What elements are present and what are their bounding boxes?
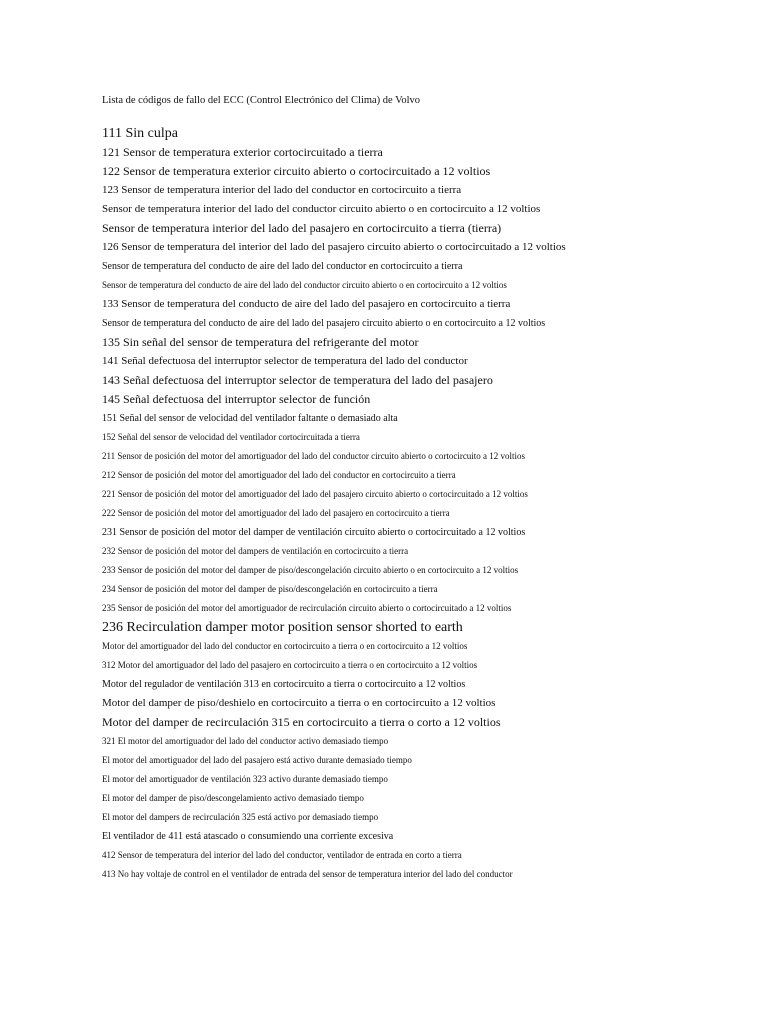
fault-code-line: Motor del damper de piso/deshielo en cortocircuito a tierra o en cortocircuito a 12 voltios	[102, 697, 496, 709]
fault-code-line: 135 Sin señal del sensor de temperatura del refrigerante del motor	[102, 335, 419, 349]
fault-code-line: 321 El motor del amortiguador del lado del conductor activo demasiado tiempo	[102, 736, 389, 746]
fault-code-line: El ventilador de 411 está atascado o consumiendo una corriente excesiva	[102, 831, 394, 842]
document-page	[102, 94, 742, 884]
fault-code-line: Sensor de temperatura del conducto de aire del lado del conductor en cortocircuito a tierra	[102, 261, 463, 272]
fault-code-line: Motor del regulador de ventilación 313 en cortocircuito a tierra o cortocircuito a 12 voltios	[102, 679, 466, 690]
document-title: Lista de códigos de fallo del ECC (Control Electrónico del Clima) de Volvo	[102, 95, 421, 106]
fault-code-line: Sensor de temperatura interior del lado del pasajero en cortocircuito a tierra (tierra)	[102, 221, 502, 235]
fault-code-line: Sensor de temperatura del conducto de aire del lado del pasajero circuito abierto o en cortocircuito a 12 voltios	[102, 318, 546, 329]
fault-code-line: 141 Señal defectuosa del interruptor selector de temperatura del lado del conductor	[102, 355, 468, 367]
fault-code-line: 412 Sensor de temperatura del interior del lado del conductor, ventilador de entrada en corto a tierra	[102, 850, 462, 860]
fault-code-line: El motor del dampers de recirculación 325 está activo por demasiado tiempo	[102, 812, 379, 822]
fault-code-line: 152 Señal del sensor de velocidad del ventilador cortocircuitada a tierra	[102, 432, 360, 442]
fault-code-line: 234 Sensor de posición del motor del damper de piso/descongelación en cortocircuito a tierra	[102, 584, 438, 594]
fault-code-line: 236 Recirculation damper motor position sensor shorted to earth	[102, 620, 463, 635]
fault-code-line: 122 Sensor de temperatura exterior circuito abierto o cortocircuitado a 12 voltios	[102, 164, 491, 178]
fault-code-line: 235 Sensor de posición del motor del amortiguador de recirculación circuito abierto o cortocircuitado a 12 voltios	[102, 603, 512, 613]
fault-code-line: 233 Sensor de posición del motor del damper de piso/descongelación circuito abierto o en cortocircuito a 12 voltios	[102, 565, 519, 575]
fault-code-line: El motor del amortiguador de ventilación 323 activo durante demasiado tiempo	[102, 774, 388, 784]
fault-code-line: 121 Sensor de temperatura exterior cortocircuitado a tierra	[102, 145, 383, 159]
fault-code-line: 231 Sensor de posición del motor del damper de ventilación circuito abierto o cortocircuitado a 12 voltios	[102, 527, 526, 538]
fault-code-line: 123 Sensor de temperatura interior del lado del conductor en cortocircuito a tierra	[102, 184, 462, 196]
fault-code-line: 143 Señal defectuosa del interruptor selector de temperatura del lado del pasajero	[102, 373, 493, 387]
fault-code-line: 111 Sin culpa	[102, 126, 178, 141]
fault-code-line: 232 Sensor de posición del motor del dampers de ventilación en cortocircuito a tierra	[102, 546, 409, 556]
fault-code-line: 151 Señal del sensor de velocidad del ventilador faltante o demasiado alta	[102, 413, 398, 424]
fault-code-line: 133 Sensor de temperatura del conducto de aire del lado del pasajero en cortocircuito a tierra	[102, 298, 511, 310]
fault-code-line: 145 Señal defectuosa del interruptor selector de función	[102, 392, 371, 406]
fault-code-line: 211 Sensor de posición del motor del amortiguador del lado del conductor circuito abierto o cortocircuito a 12 voltios	[102, 451, 526, 461]
fault-code-line: Sensor de temperatura interior del lado del conductor circuito abierto o en cortocircuito a 12 voltios	[102, 203, 541, 215]
fault-code-line: 312 Motor del amortiguador del lado del pasajero en cortocircuito a tierra o en cortocircuito a 12 voltios	[102, 660, 478, 670]
fault-code-line: El motor del amortiguador del lado del pasajero está activo durante demasiado tiempo	[102, 755, 412, 765]
fault-code-line: Motor del damper de recirculación 315 en cortocircuito a tierra o corto a 12 voltios	[102, 715, 501, 729]
fault-code-line: El motor del damper de piso/descongelamiento activo demasiado tiempo	[102, 793, 364, 803]
fault-code-list	[102, 124, 742, 884]
fault-code-line: 222 Sensor de posición del motor del amortiguador del lado del pasajero en cortocircuito a tierra	[102, 508, 450, 518]
fault-code-line: 126 Sensor de temperatura del interior del lado del pasajero circuito abierto o cortocircuitado a 12 voltios	[102, 241, 566, 253]
fault-code-line: 221 Sensor de posición del motor del amortiguador del lado del pasajero circuito abierto o cortocircuitado a 12 voltios	[102, 489, 528, 499]
fault-code-line: Sensor de temperatura del conducto de aire del lado del conductor circuito abierto o en cortocircuito a 12 voltios	[102, 280, 507, 290]
fault-code-line: Motor del amortiguador del lado del conductor en cortocircuito a tierra o en cortocircuito a 12 voltios	[102, 641, 468, 651]
fault-code-line: 212 Sensor de posición del motor del amortiguador del lado del conductor en cortocircuito a tierra	[102, 470, 456, 480]
fault-code-line: 413 No hay voltaje de control en el ventilador de entrada del sensor de temperatura interior del lado del conductor	[102, 869, 513, 879]
